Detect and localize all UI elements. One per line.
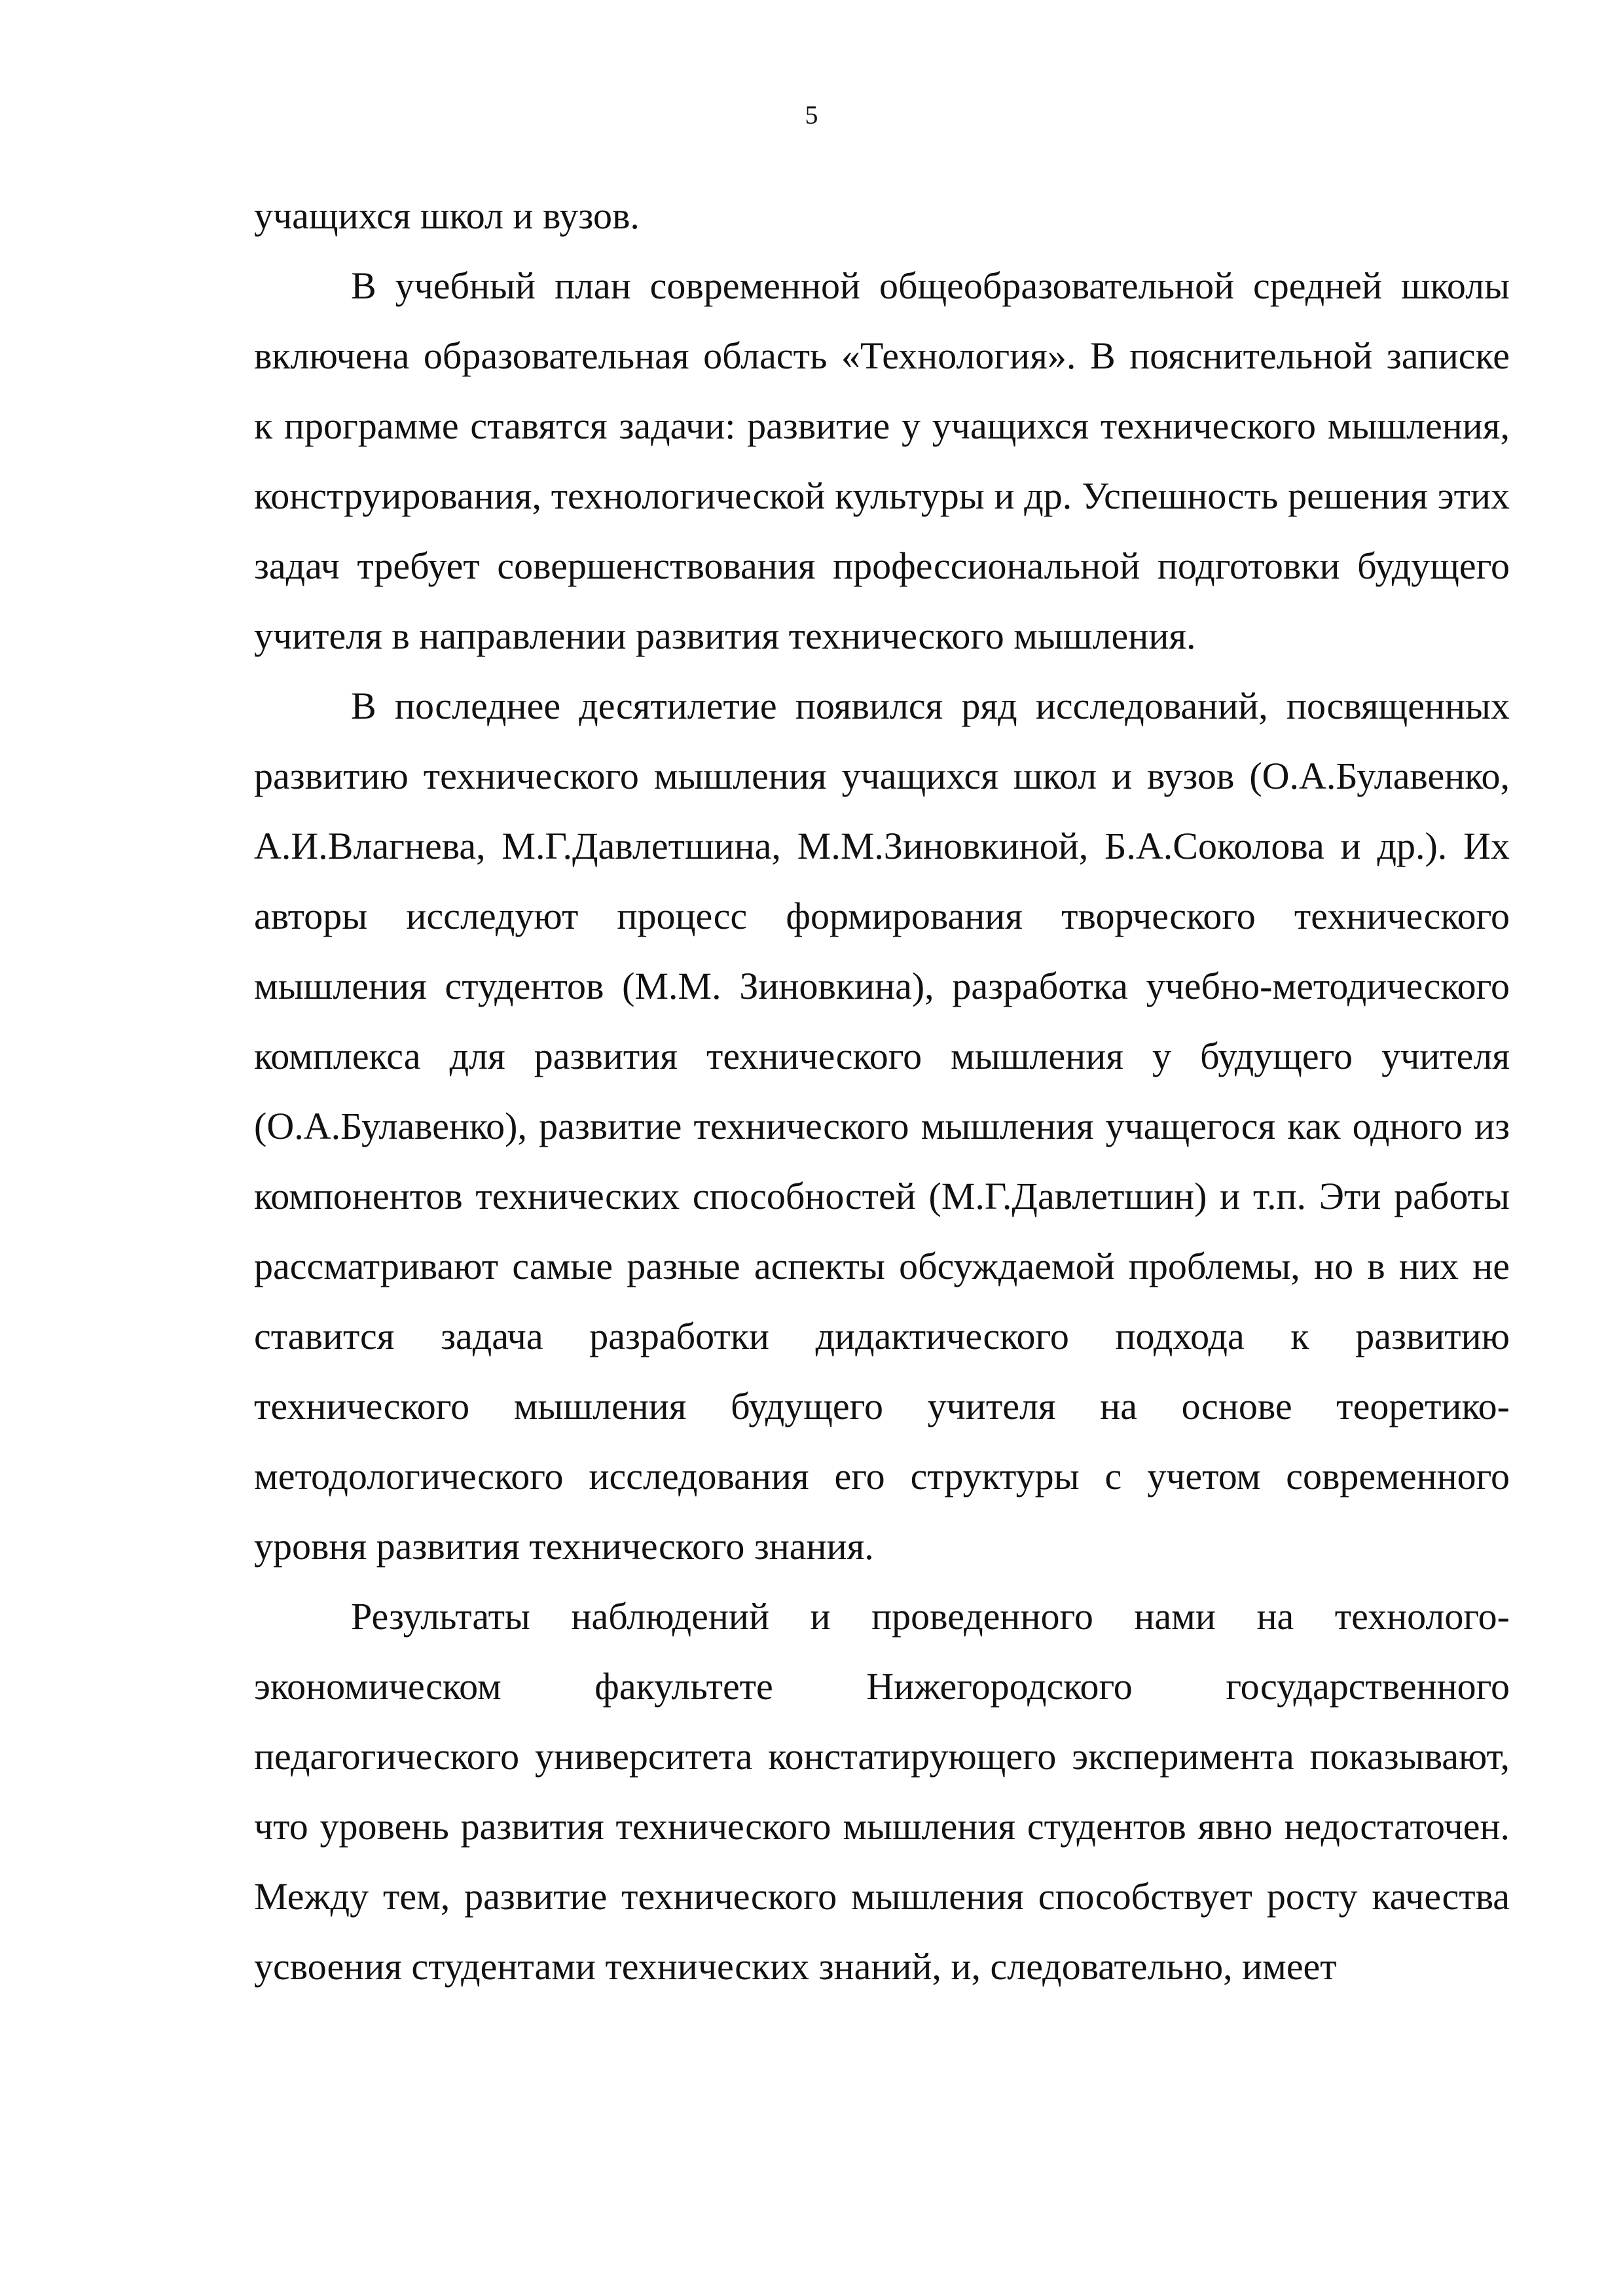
paragraph: В учебный план современной общеобразовательной средней школы включена образовательная область «Технология». В пояснительной записке к программе ставятся задачи: развитие у учащихся технического мышления, конструирования, технологической культуры и др. Успешность решения этих задач требует совершенствования профессиональной подготовки будущего учителя в направлении развития технического мышления. [254,264,1510,657]
page-number: 5 [805,100,818,130]
paragraph: Результаты наблюдений и проведенного нами на технолого-экономическом факультете Нижегородского государственного педагогического университета констатирующего эксперимента показывают, что уровень развития технического мышления студентов явно недостаточен. Между тем, развитие технического мышления способствует росту качества усвоения студентами технических знаний, и, следовательно, имеет [254,1595,1510,1988]
body-text [254,181,1510,2001]
paragraph-continuation: учащихся школ и вузов. [254,194,640,237]
paragraph: В последнее десятилетие появился ряд исследований, посвященных развитию технического мышления учащихся школ и вузов (О.А.Булавенко, А.И.Влагнева, М.Г.Давлетшина, М.М.Зиновкиной, Б.А.Соколова и др.). Их авторы исследуют процесс формирования творческого технического мышления студентов (М.М. Зиновкина), разработка учебно-методического комплекса для развития технического мышления у будущего учителя (О.А.Булавенко), развитие технического мышления учащегося как одного из компонентов технических способностей (М.Г.Давлетшин) и т.п. Эти работы рассматривают самые разные аспекты обсуждаемой проблемы, но в них не ставится задача разработки дидактического подхода к развитию технического мышления будущего учителя на основе теоретико-методологического исследования его структуры с учетом современного уровня развития технического знания. [254,685,1510,1568]
